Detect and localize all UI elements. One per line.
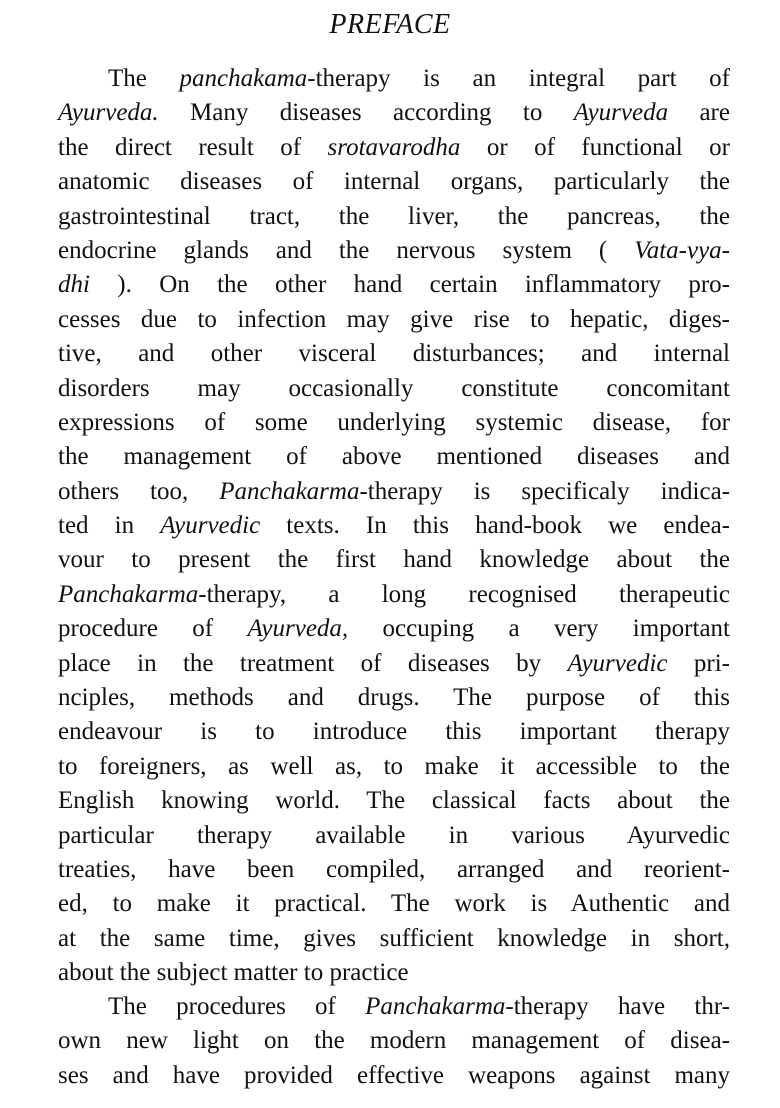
text-run: disorders may occasionally constitute concomitant [58, 374, 730, 402]
text-run: are [668, 99, 730, 127]
text-run: to foreigners, as well as, to make it accessible to the [58, 752, 730, 780]
text-run: procedure of [58, 615, 248, 643]
text-line [58, 784, 730, 818]
text-run: -therapy is an integral part of [307, 65, 730, 92]
text-line [58, 1024, 730, 1058]
text-line [58, 1059, 730, 1093]
text-run: occuping a very important [348, 615, 730, 643]
text-run: endeavour is to introduce this important therapy [58, 718, 730, 746]
text-run: about the subject matter to practice [58, 959, 409, 987]
text-run: panchakama [179, 65, 308, 92]
text-run: pri- [667, 649, 730, 677]
text-run: endocrine glands and the nervous system ( [58, 236, 635, 264]
text-run: texts. In this hand-book we endea- [260, 512, 730, 540]
text-run: -therapy have thr- [505, 993, 730, 1020]
text-run: at the same time, gives sufficient knowledge in short, [58, 924, 730, 952]
text-line [58, 475, 730, 509]
text-line [58, 337, 730, 371]
text-line [58, 406, 730, 440]
text-line [58, 303, 730, 337]
text-line [58, 543, 730, 577]
text-run: vour to present the first hand knowledge about the [58, 546, 730, 574]
text-run: or of functional or [460, 133, 730, 161]
text-line [58, 131, 730, 165]
text-line [58, 681, 730, 715]
text-line [58, 578, 730, 612]
text-run: Ayurveda [573, 99, 669, 127]
text-line [58, 715, 730, 749]
text-run: Ayurvedic [160, 512, 261, 540]
text-run: English knowing world. The classical facts about the [58, 787, 730, 815]
text-run: ). On the other hand certain inflammatory pro- [89, 271, 730, 299]
paragraph-1 [58, 62, 730, 991]
text-run: Panchakarma [365, 993, 506, 1020]
text-run: srotavarodha [327, 133, 461, 161]
text-run: particular therapy available in various Ayurvedic [58, 821, 730, 849]
text-run: ed, to make it practical. The work is Authentic and [58, 890, 730, 918]
text-line [58, 956, 730, 990]
text-run: Panchakarma [58, 580, 199, 608]
text-line [58, 887, 730, 921]
text-run: the management of above mentioned diseases and [58, 443, 730, 471]
text-line [58, 440, 730, 474]
text-run: The [108, 65, 180, 92]
text-run: Panchakarma [219, 477, 360, 505]
text-line [58, 647, 730, 681]
text-line [58, 612, 730, 646]
text-run: own new light on the modern management of disea- [58, 1027, 730, 1055]
text-line [58, 372, 730, 406]
text-run: The procedures of [108, 993, 366, 1020]
text-run: Ayurvedic [567, 649, 668, 677]
text-run: dhi [58, 271, 90, 299]
text-run: Ayurveda. [58, 99, 159, 127]
paragraph-2 [58, 990, 730, 1093]
text-line [58, 96, 730, 130]
text-run: ses and have provided effective weapons against many [58, 1061, 730, 1089]
text-line [58, 268, 730, 302]
text-line [58, 922, 730, 956]
text-line [58, 750, 730, 784]
text-run: others too, [58, 477, 220, 505]
text-run: cesses due to infection may give rise to hepatic, diges- [58, 305, 730, 333]
text-line [58, 819, 730, 853]
text-line [58, 509, 730, 543]
text-run: -therapy is specificaly indica- [359, 477, 730, 505]
text-line [58, 165, 730, 199]
text-run: ted in [58, 512, 161, 540]
text-run: gastrointestinal tract, the liver, the pancreas, the [58, 202, 730, 230]
text-run: expressions of some underlying systemic disease, for [58, 408, 730, 436]
text-run: tive, and other visceral disturbances; and internal [58, 340, 730, 368]
text-run: place in the treatment of diseases by [58, 649, 568, 677]
text-line [58, 200, 730, 234]
text-run: Ayurveda, [247, 615, 349, 643]
text-line [58, 990, 730, 1024]
text-run: -therapy, a long recognised therapeutic [198, 580, 730, 608]
text-run: the direct result of [58, 133, 328, 161]
text-line [58, 234, 730, 268]
text-run: nciples, methods and drugs. The purpose of this [58, 684, 730, 712]
text-run: treaties, have been compiled, arranged and reorient- [58, 855, 730, 883]
text-run: Vata-vya- [634, 236, 730, 264]
text-line [58, 853, 730, 887]
page-title: PREFACE [329, 9, 451, 40]
text-run: Many diseases according to [158, 99, 574, 127]
text-run: anatomic diseases of internal organs, particularly the [58, 168, 730, 196]
text-line [58, 62, 730, 96]
